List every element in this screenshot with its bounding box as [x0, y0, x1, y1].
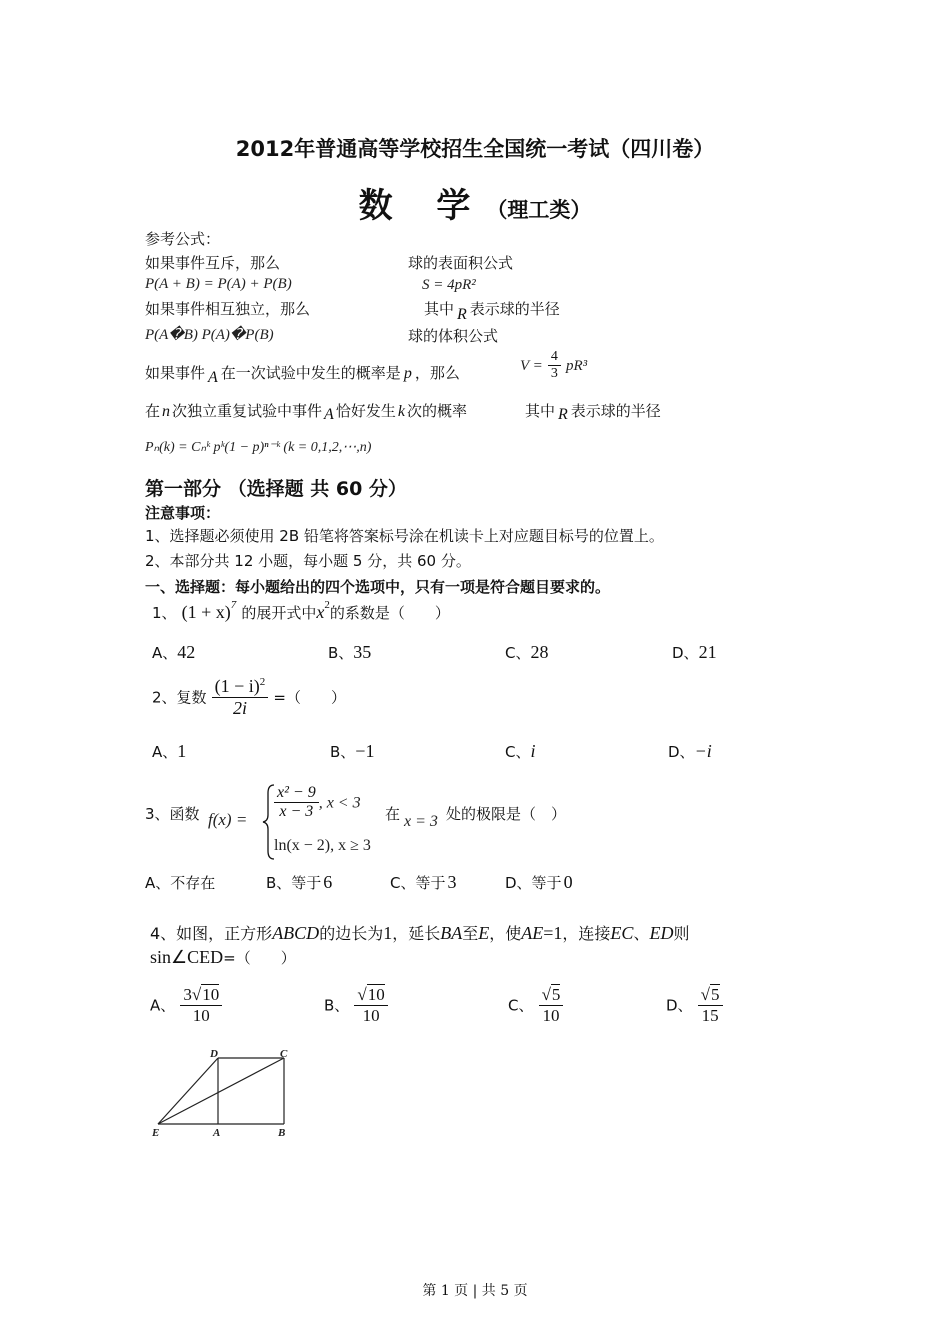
- event-prob-line: 如果事件 A 在一次试验中发生的概率是 p ，那么: [145, 364, 460, 386]
- page-title: 2012年普通高等学校招生全国统一考试（四川卷）: [235, 137, 715, 161]
- indep-trial-line: 在 n 次独立重复试验中事件 A 恰好发生 k 次的概率: [145, 402, 467, 423]
- q4-option-a[interactable]: A、 $\frac{3√10}{10}$: [150, 985, 222, 1025]
- indep-formula: P(A�B) P(A)�P(B): [145, 327, 274, 343]
- radius-note-2: 其中 R 表示球的半径: [525, 402, 661, 423]
- mutex-formula: P(A + B) = P(A) + P(B): [145, 276, 292, 292]
- radius-note: 其中 R 表示球的半径: [424, 300, 560, 323]
- sphere-area-formula: S = 4pR²: [422, 277, 476, 293]
- label-e: E: [152, 1127, 160, 1139]
- q2-fraction: $\frac{(1 - i)^2}{2i}$: [212, 676, 269, 718]
- q2-option-c[interactable]: C、i: [505, 741, 536, 761]
- label-a: A: [213, 1127, 221, 1139]
- label-c: C: [280, 1048, 288, 1060]
- q3-text-1: 在: [385, 805, 401, 823]
- q3-prefix: 3、函数: [145, 805, 200, 823]
- formulas-heading: 参考公式：: [145, 230, 221, 248]
- binomial-formula: Pₙ(k) = Cₙᵏ pᵏ(1 − p)ⁿ⁻ᵏ (k = 0,1,2,⋯,n): [145, 440, 372, 455]
- label-b: B: [278, 1127, 286, 1139]
- edge-ec: [158, 1058, 284, 1124]
- q1-option-a[interactable]: A、42: [152, 642, 196, 662]
- q3-fx: f(x) =: [208, 810, 248, 829]
- notice-2: 2、本部分共 12 小题，每小题 5 分，共 60 分。: [145, 552, 471, 570]
- notice-title: 注意事项：: [145, 504, 221, 522]
- volume-fraction: $\frac{4}{3}$: [548, 349, 561, 382]
- q2-option-d[interactable]: D、−i: [668, 741, 712, 761]
- indep-text: 如果事件相互独立，那么: [145, 300, 311, 318]
- sphere-area-title: 球的表面积公式: [408, 254, 514, 272]
- subject-name: 数 学: [358, 186, 487, 226]
- subject-heading: [0, 178, 950, 227]
- notice-1: 1、选择题必须使用 2B 铅笔将答案标号涂在机读卡上对应题目标号的位置上。: [145, 527, 664, 545]
- q1-option-b[interactable]: B、35: [328, 642, 372, 662]
- q3-option-a[interactable]: A、不存在: [145, 874, 216, 892]
- q3-case-2: ln(x − 2), x ≥ 3: [274, 837, 371, 854]
- q3-case-1: $\frac{\text{x² − 9}}{x - 3}$ , x < 3: [274, 784, 361, 822]
- q4-option-c[interactable]: C、 $\frac{√5}{10}$: [508, 985, 563, 1025]
- sphere-volume-formula: V = $\frac{4}{3}$ pR³: [520, 349, 588, 382]
- q1-option-c[interactable]: C、28: [505, 642, 549, 662]
- question-4-line-1: 4、如图，正方形ABCD的边长为1，延长BA至E，使AE=1，连接EC、ED则: [150, 923, 690, 943]
- mutex-text: 如果事件互斥，那么: [145, 254, 281, 272]
- section-title: 一、选择题：每小题给出的四个选项中，只有一项是符合题目要求的。: [145, 578, 611, 596]
- subject-note: （理工类）: [486, 198, 592, 222]
- q3-at: x = 3: [404, 813, 438, 830]
- q2-option-b[interactable]: B、−1: [330, 741, 375, 761]
- q3-option-d[interactable]: D、等于 0: [505, 872, 573, 892]
- q3-text-2: 处的极限是（ ）: [446, 805, 567, 823]
- q3-option-c[interactable]: C、等于 3: [390, 872, 457, 892]
- edge-ed: [158, 1058, 218, 1124]
- q2-option-a[interactable]: A、1: [152, 741, 187, 761]
- q4-option-b[interactable]: B、 $\frac{√10}{10}$: [324, 985, 388, 1025]
- q4-figure: [148, 1046, 298, 1140]
- label-d: D: [210, 1048, 218, 1060]
- question-2: 2、复数 $\frac{(1 - i)^2}{2i}$ =（ ）: [152, 676, 346, 718]
- sphere-volume-title: 球的体积公式: [408, 327, 499, 345]
- part1-heading: 第一部分 （选择题 共 60 分）: [145, 478, 407, 500]
- q3-option-b[interactable]: B、等于 6: [266, 872, 333, 892]
- q1-option-d[interactable]: D、21: [672, 642, 717, 662]
- q4-option-d[interactable]: D、 $\frac{√5}{15}$: [666, 985, 723, 1025]
- question-1: 1、 $(1 + x)^7$ 的展开式中$x^2$的系数是（ ）: [152, 598, 450, 622]
- question-4-line-2: sin∠CED=（ ）: [150, 947, 296, 967]
- page-footer: 第 1 页 | 共 5 页: [422, 1283, 528, 1299]
